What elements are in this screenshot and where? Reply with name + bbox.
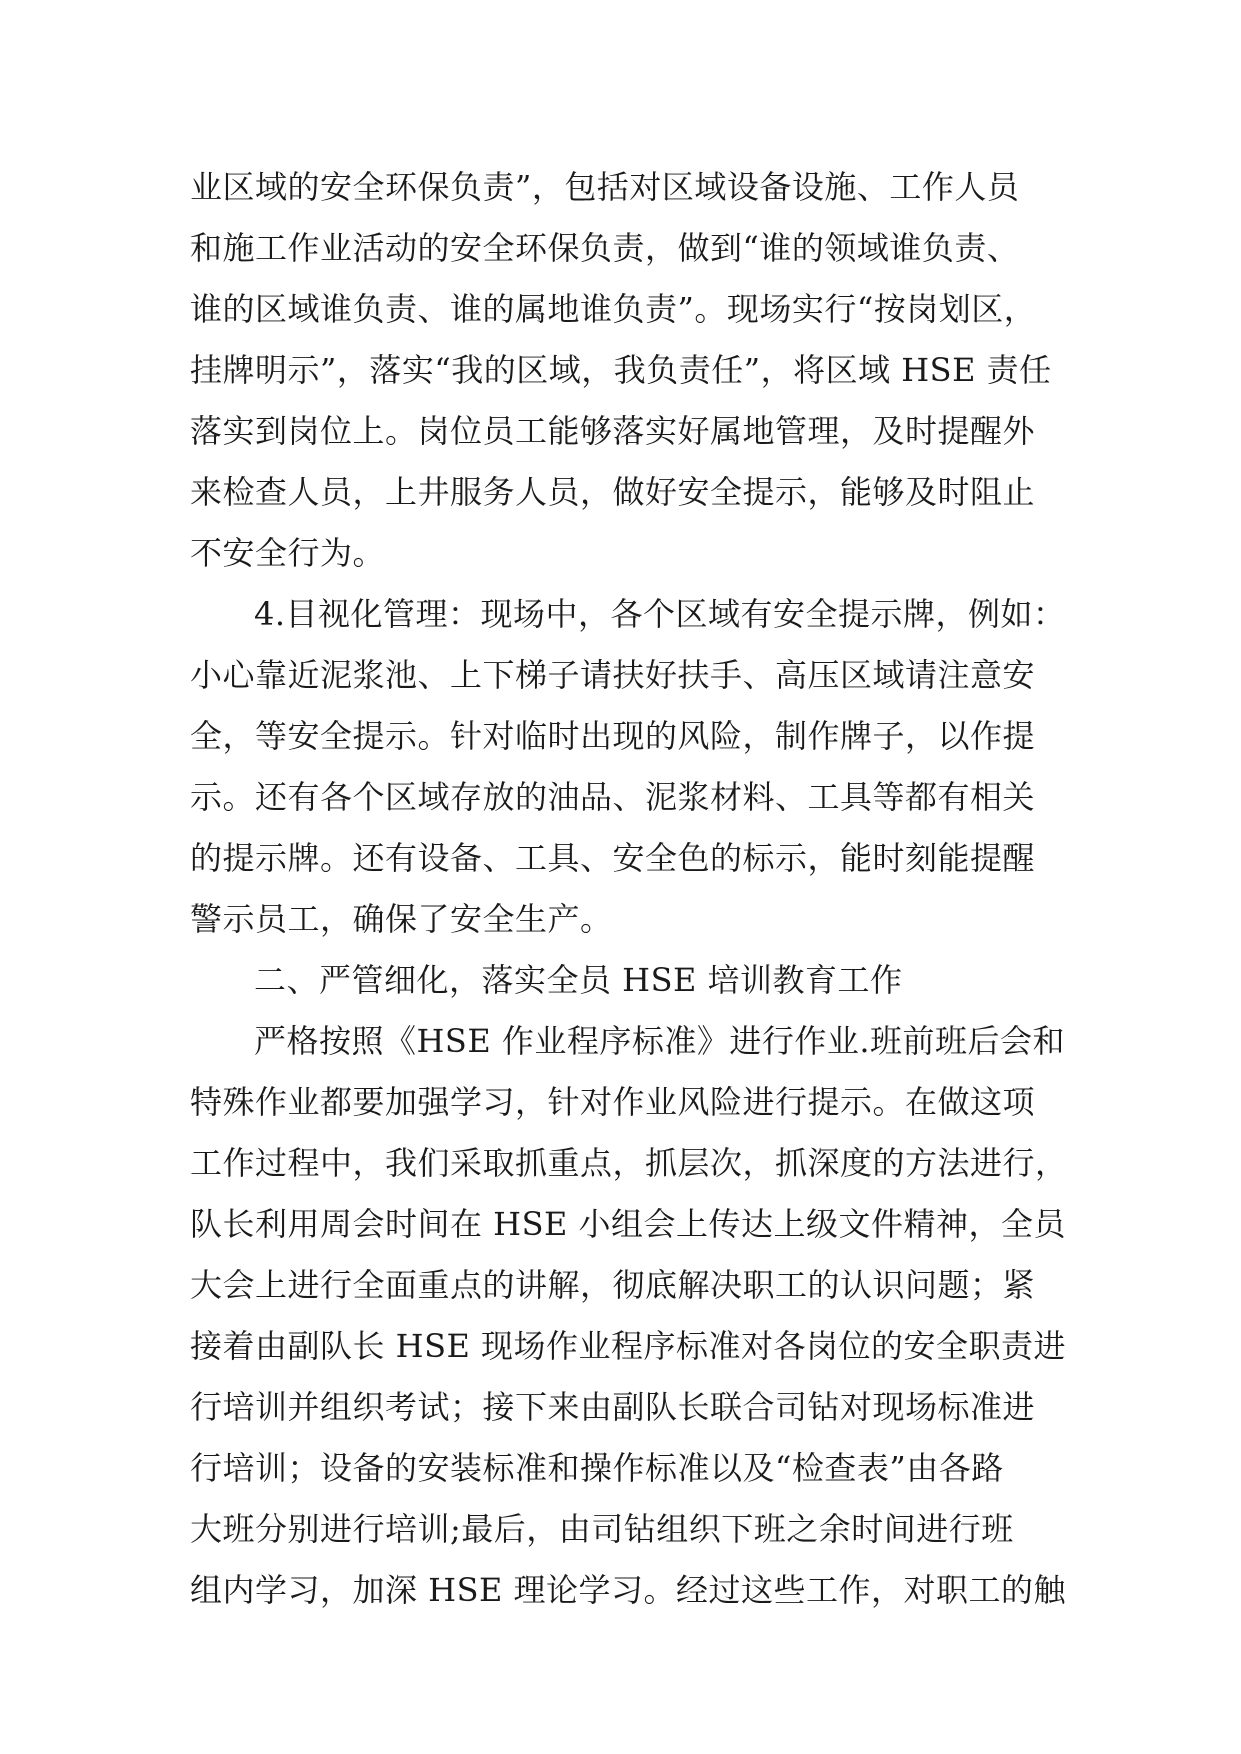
text-line: 行培训；设备的安装标准和操作标准以及“检查表”由各路 — [190, 1449, 1004, 1487]
text-line: 业区域的安全环保负责”，包括对区域设备设施、工作人员 — [190, 168, 1020, 206]
section-heading: 二、严管细化，落实全员 HSE 培训教育工作 — [254, 961, 903, 999]
document-body — [190, 157, 1070, 1621]
text-line: 特殊作业都要加强学习，针对作业风险进行提示。在做这项 — [190, 1083, 1036, 1121]
text-line: 行培训并组织考试；接下来由副队长联合司钻对现场标准进 — [190, 1388, 1036, 1426]
text-line: 大会上进行全面重点的讲解，彻底解决职工的认识问题；紧 — [190, 1266, 1036, 1304]
text-line: 工作过程中，我们采取抓重点，抓层次，抓深度的方法进行， — [190, 1144, 1068, 1182]
text-line: 全，等安全提示。针对临时出现的风险，制作牌子，以作提 — [190, 717, 1036, 755]
text-line: 示。还有各个区域存放的油品、泥浆材料、工具等都有相关 — [190, 778, 1036, 816]
text-line: 组内学习，加深 HSE 理论学习。经过这些工作，对职工的触 — [190, 1571, 1067, 1609]
text-line: 挂牌明示”，落实“我的区域，我负责任”，将区域 HSE 责任 — [190, 351, 1052, 389]
text-line: 接着由副队长 HSE 现场作业程序标准对各岗位的安全职责进 — [190, 1327, 1067, 1365]
text-line: 大班分别进行培训;最后，由司钻组织下班之余时间进行班 — [190, 1510, 1014, 1548]
text-line: 小心靠近泥浆池、上下梯子请扶好扶手、高压区域请注意安 — [190, 656, 1036, 694]
text-line: 和施工作业活动的安全环保负责，做到“谁的领域谁负责、 — [190, 229, 1020, 267]
text-line: 队长利用周会时间在 HSE 小组会上传达上级文件精神，全员 — [190, 1205, 1067, 1243]
text-line: 警示员工，确保了安全生产。 — [190, 900, 613, 938]
text-line: 落实到岗位上。岗位员工能够落实好属地管理，及时提醒外 — [190, 412, 1036, 450]
text-line: 不安全行为。 — [190, 534, 386, 572]
text-line: 4.目视化管理：现场中，各个区域有安全提示牌，例如： — [254, 595, 1066, 633]
text-line: 的提示牌。还有设备、工具、安全色的标示，能时刻能提醒 — [190, 839, 1036, 877]
text-line: 严格按照《HSE 作业程序标准》进行作业.班前班后会和 — [254, 1022, 1066, 1060]
text-line: 谁的区域谁负责、谁的属地谁负责”。现场实行“按岗划区， — [190, 290, 1037, 328]
text-line: 来检查人员，上井服务人员，做好安全提示，能够及时阻止 — [190, 473, 1036, 511]
